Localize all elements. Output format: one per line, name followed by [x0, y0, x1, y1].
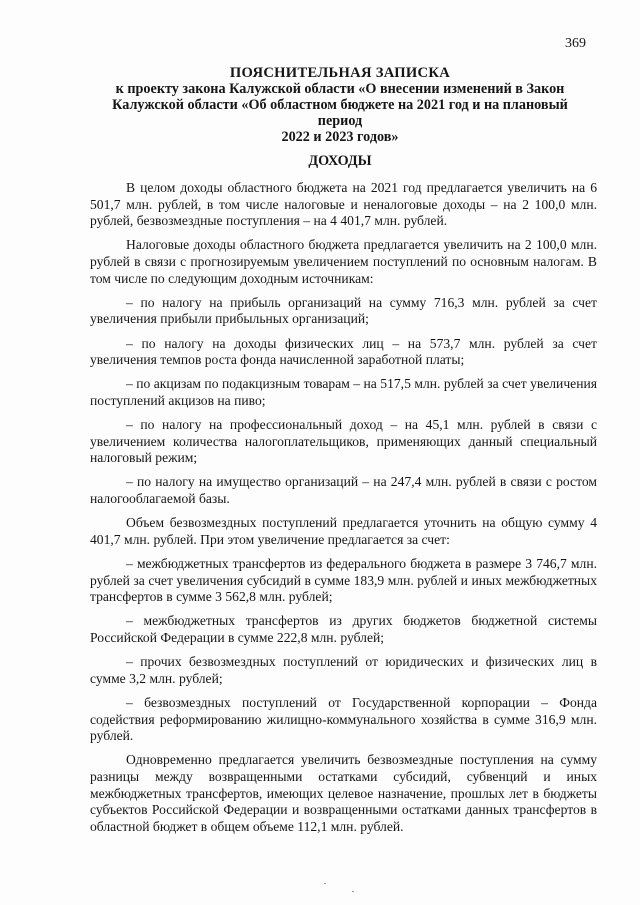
paragraph: В целом доходы областного бюджета на 2021 год предлагается увеличить на 6 501,7 млн. рублей, в том числе налоговые и неналоговые доходы – на 2 100,0 млн. рублей, безвозмездные поступления – на 4 401,7 млн. рублей.: [90, 180, 597, 229]
scan-speck: [324, 883, 326, 884]
paragraph: – безвозмездных поступлений от Государственной корпорации – Фонда содействия реформированию жилищно-коммунального хозяйства в сумме 316,9 млн. рублей.: [90, 694, 597, 744]
paragraph: – по налогу на имущество организаций – на 247,4 млн. рублей в связи с ростом налогооблагаемой базы.: [90, 474, 597, 507]
paragraph: Объем безвозмездных поступлений предлагается уточнить на общую сумму 4 401,7 млн. рублей. При этом увеличение предлагается за счет:: [90, 515, 597, 547]
section-title: ДОХОДЫ: [308, 153, 372, 169]
paragraph: – межбюджетных трансфертов из других бюджетов бюджетной системы Российской Федерации в сумме 222,8 млн. рублей;: [90, 613, 597, 645]
paragraph: Налоговые доходы областного бюджета предлагается увеличить на 2 100,0 млн. рублей в связи с прогнозируемым увеличением поступлений по основным налогам. В том числе по следующим доходным источникам:: [90, 237, 597, 286]
paragraph: – по акцизам по подакцизным товарам – на 517,5 млн. рублей за счет увеличения поступлений акцизов на пиво;: [90, 376, 597, 408]
document-body: [90, 180, 597, 843]
paragraph: – по налогу на доходы физических лиц – на 573,7 млн. рублей за счет увеличения темпов роста фонда начисленной заработной платы;: [90, 335, 597, 368]
document-header: [90, 65, 590, 145]
page-number: 369: [565, 36, 586, 51]
scan-speck: [352, 891, 354, 892]
paragraph: – прочих безвозмездных поступлений от юридических и физических лиц в сумме 3,2 млн. рублей;: [90, 654, 597, 686]
document-title: ПОЯСНИТЕЛЬНАЯ ЗАПИСКА: [229, 65, 451, 81]
paragraph: – межбюджетных трансфертов из федерального бюджета в размере 3 746,7 млн. рублей за счет увеличения субсидий в сумме 183,9 млн. рублей и иных межбюджетных трансфертов в сумме 3 562,8 млн. рублей;: [90, 556, 597, 605]
paragraph: – по налогу на профессиональный доход – на 45,1 млн. рублей в связи с увеличением количества налогоплательщиков, применяющих данный специальный налоговый режим;: [90, 417, 597, 466]
document-subtitle-line: к проекту закона Калужской области «О внесении изменений в Закон: [115, 81, 565, 97]
document-subtitle-line: 2022 и 2023 годов»: [281, 129, 399, 145]
document-subtitle-line: Калужской области «Об областном бюджете на 2021 год и на плановый период: [112, 97, 568, 129]
paragraph: Одновременно предлагается увеличить безвозмездные поступления на сумму разницы между возвращенными остатками субсидий, субвенций и иных межбюджетных трансфертов, имеющих целевое назначение, прошлых лет в бюджеты субъектов Российской Федерации и возвращенными остатками данных трансфертов в областной бюджет в общем объеме 112,1 млн. рублей.: [90, 752, 597, 834]
paragraph: – по налогу на прибыль организаций на сумму 716,3 млн. рублей за счет увеличения прибыли прибыльных организаций;: [90, 294, 597, 327]
